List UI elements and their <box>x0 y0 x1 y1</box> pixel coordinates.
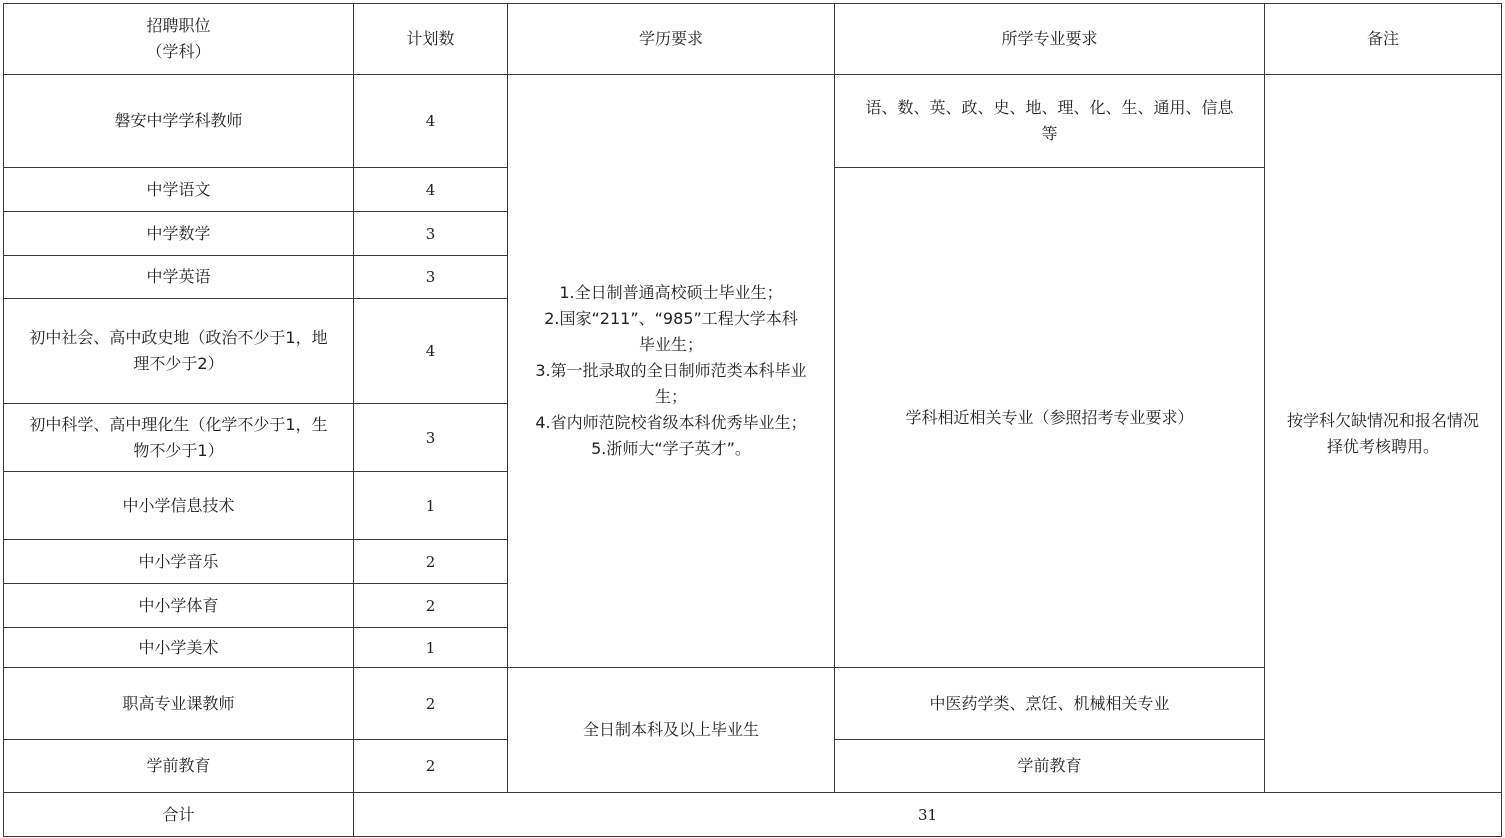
table-row <box>4 75 1502 168</box>
count-cell: 4 <box>354 168 508 212</box>
remark-line2: 择优考核聘用。 <box>1326 436 1439 456</box>
count-cell: 3 <box>354 404 508 472</box>
major-panan-cell <box>835 75 1265 168</box>
total-row <box>4 793 1502 837</box>
education-main-cell <box>508 75 835 668</box>
position-cell: 中小学体育 <box>4 584 354 628</box>
count-cell: 1 <box>354 628 508 668</box>
major-panan-line1: 语、数、英、政、史、地、理、化、生、通用、信息 <box>865 98 1234 117</box>
education-line: 4.省内师范院校省级本科优秀毕业生； <box>535 413 807 432</box>
education-line: 1.全日制普通高校硕士毕业生； <box>559 283 783 302</box>
education-secondary-cell: 全日制本科及以上毕业生 <box>508 668 835 793</box>
position-line2: 物不少于1） <box>133 440 224 460</box>
header-education: 学历要求 <box>508 4 835 75</box>
position-cell: 中小学美术 <box>4 628 354 668</box>
major-vocational-cell: 中医药学类、烹饪、机械相关专业 <box>835 668 1265 740</box>
header-major: 所学专业要求 <box>835 4 1265 75</box>
position-cell: 中小学音乐 <box>4 540 354 584</box>
count-cell: 3 <box>354 212 508 256</box>
position-cell: 中学英语 <box>4 256 354 299</box>
count-cell: 2 <box>354 540 508 584</box>
count-cell: 4 <box>354 75 508 168</box>
education-line: 生； <box>654 387 687 406</box>
major-related-cell: 学科相近相关专业（参照招考专业要求） <box>835 168 1265 668</box>
recruitment-table <box>3 3 1502 837</box>
total-value: 31 <box>354 793 1502 837</box>
count-cell: 4 <box>354 299 508 404</box>
education-line: 2.国家“211”、“985”工程大学本科 <box>544 309 798 328</box>
remark-line1: 按学科欠缺情况和报名情况 <box>1286 410 1479 430</box>
position-cell: 中小学信息技术 <box>4 472 354 540</box>
total-label: 合计 <box>4 793 354 837</box>
header-position <box>4 4 354 75</box>
education-line: 毕业生； <box>638 335 703 354</box>
position-cell: 中学数学 <box>4 212 354 256</box>
education-line: 5.浙师大“学子英才”。 <box>591 439 751 458</box>
count-cell: 1 <box>354 472 508 540</box>
header-row <box>4 4 1502 75</box>
position-line1: 初中科学、高中理化生（化学不少于1，生 <box>29 414 328 434</box>
header-plan: 计划数 <box>354 4 508 75</box>
position-line1: 初中社会、高中政史地（政治不少于1，地 <box>29 328 328 347</box>
position-cell: 职高专业课教师 <box>4 668 354 740</box>
position-cell <box>4 404 354 472</box>
count-cell: 2 <box>354 740 508 793</box>
position-cell: 磐安中学学科教师 <box>4 75 354 168</box>
position-cell: 学前教育 <box>4 740 354 793</box>
count-cell: 2 <box>354 668 508 740</box>
remark-cell <box>1265 75 1502 793</box>
count-cell: 3 <box>354 256 508 299</box>
major-preschool-cell: 学前教育 <box>835 740 1265 793</box>
position-cell <box>4 299 354 404</box>
position-line2: 理不少于2） <box>133 354 224 373</box>
header-position-line2: （学科） <box>146 42 211 61</box>
major-panan-line2: 等 <box>1041 124 1058 143</box>
header-remark: 备注 <box>1265 4 1502 75</box>
header-position-line1: 招聘职位 <box>146 16 211 35</box>
education-line: 3.第一批录取的全日制师范类本科毕业 <box>535 361 807 380</box>
count-cell: 2 <box>354 584 508 628</box>
position-cell: 中学语文 <box>4 168 354 212</box>
